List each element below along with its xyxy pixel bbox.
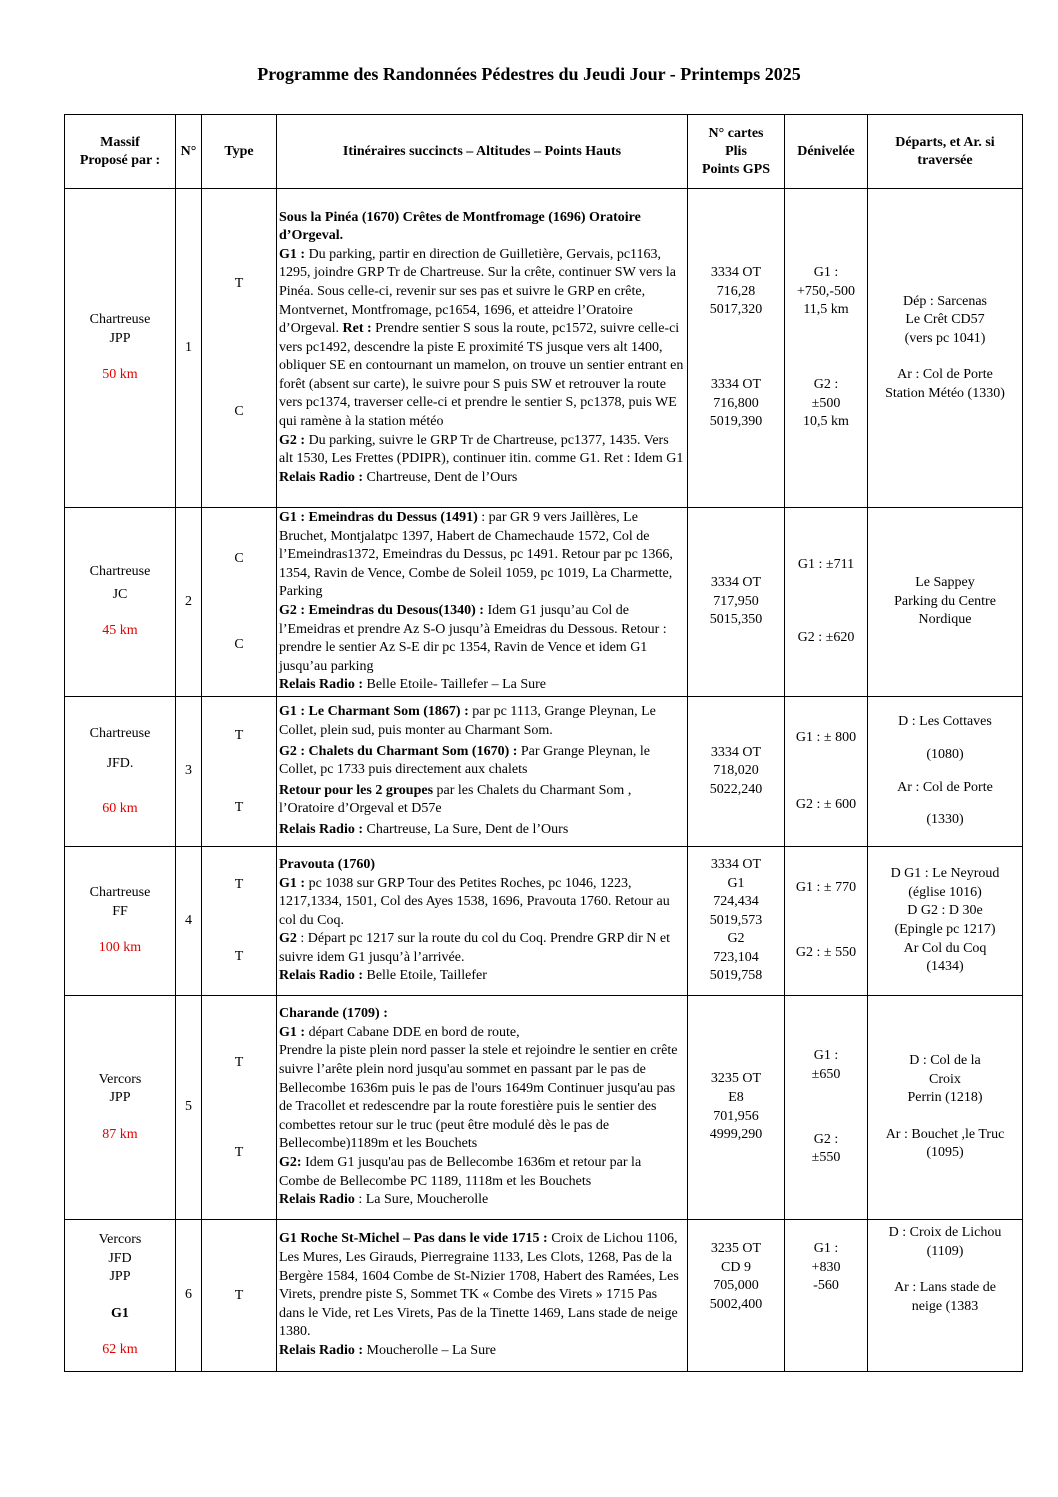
denivelee-cell	[785, 697, 868, 847]
denivelee-g1: G1 : +830 -560	[811, 1241, 841, 1294]
massif-name: Chartreuse	[89, 725, 151, 741]
table-row	[65, 847, 1023, 996]
g1-text: Du parking, partir en direction de Guilletière, Gervais, pc1163, 1295, joindre GRP Tr de Chartreuse. Sur la crête, continuer SW vers la Pinéa. Sous celle-ci, revenir sur ses pas et suivre le GRP en crête, Montvernet, Montfromage, pc1654, 1696, et atteidre l’Oratoire d’Orgeval.	[279, 246, 676, 337]
g2-label: G2 :	[279, 432, 306, 448]
itinerary-cell	[277, 847, 688, 996]
departs-cell	[868, 189, 1023, 508]
proposer: JPP	[109, 330, 131, 346]
itinerary-cell	[277, 697, 688, 847]
proposer: JC	[112, 586, 128, 602]
cartes-g1: 3334 OT 717,950 5015,350	[709, 575, 763, 628]
g1-text: pc 1038 sur GRP Tour des Petites Roches, pc 1046, 1223, 1217,1334, 1501, Col des Ayes 1538, 1696, Pravouta 1760. Retour au col du Coq.	[279, 875, 670, 928]
g2-label: G2:	[279, 1154, 302, 1170]
radio-label: Relais Radio :	[279, 1342, 363, 1358]
depart: D : Les Cottaves	[898, 714, 992, 730]
radio-label: Relais Radio :	[279, 968, 363, 984]
denivelee-g2: G2 : ± 550	[795, 945, 857, 960]
denivelee-g1: G1 : ± 800	[795, 729, 857, 745]
massif-cell	[65, 508, 176, 697]
type-g2: T	[234, 1144, 244, 1160]
denivelee-g2: G2 : ±620	[797, 630, 855, 645]
departs-cell	[868, 847, 1023, 996]
g2-text: Du parking, suivre le GRP Tr de Chartreuse, pc1377, 1435. Vers alt 1530, Les Frettes (PDIPR), continuer itin. comme G1. Ret : Idem G1	[279, 432, 684, 467]
cartes-cell	[688, 189, 785, 508]
type-g1: T	[234, 877, 244, 892]
g1-text: : par GR 9 vers Jaillères, Le Bruchet, Montjalatpc 1397, Habert de Chamechaude 1572, Col de l’Emeindras1372, Emeindras du Dessus, pc 1491. Retour par pc 1366, 1354, Ravin de Vence, Combe de Soleil 1059, pc 1019, La Charmette, Parking	[279, 510, 673, 600]
denivelee-cell	[785, 189, 868, 508]
departs-cell	[868, 996, 1023, 1220]
itinerary-cell	[277, 189, 688, 508]
cartes-g1: 3235 OT CD 9 705,000 5002,400	[709, 1241, 763, 1312]
header-departs: Départs, et Ar. si traversée	[868, 115, 1023, 189]
g2-text: Idem G1 jusqu’au Col de l’Emeidras et prendre Az S-O jusqu’à Emeidras du Dessous. Retour : prendre le sentier Az S-E dir pc 1354, Ravin de Vence et idem G1 jusqu’au parking	[279, 603, 667, 674]
cartes-cell	[688, 1220, 785, 1372]
g1-details: Prendre la piste plein nord passer la stele et rejoindre le sentier en crête suivre l’arête plein nord jusqu'au sommet en passant par le pas de Bellecombe 1636m puis le pas de l'ours 1649m Continuer jusqu'au pas de Tracollet et redescendre par la route forestière puis le sentier des combettes retour sur le truc (peut être modulé dès le pas de Bellecombe)1189m et les Bouchets	[279, 1043, 678, 1152]
header-denivelee: Dénivelée	[785, 115, 868, 189]
massif-cell	[65, 189, 176, 508]
g1-label: G1 :	[279, 875, 306, 891]
row-number: 1	[176, 189, 202, 508]
row-number: 4	[176, 847, 202, 996]
type-g2: T	[234, 949, 244, 964]
header-type: Type	[202, 115, 277, 189]
g2-label: G2 : Chalets du Charmant Som (1670) :	[279, 743, 518, 759]
denivelee-cell	[785, 847, 868, 996]
itinerary-title: Charande (1709) :	[279, 1006, 388, 1022]
depart-alt: (1080)	[926, 746, 964, 762]
itinerary-title: Pravouta (1760)	[279, 856, 376, 872]
radio-label: Relais Radio :	[279, 677, 363, 693]
row-number: 6	[176, 1220, 202, 1372]
table-row	[65, 508, 1023, 697]
type-g2: T	[234, 799, 244, 815]
denivelee-cell	[785, 508, 868, 697]
depart: D G1 : Le Neyroud (église 1016) D G2 : D 30e (Epingle pc 1217) Ar Col du Coq (1434)	[890, 866, 1000, 975]
arrivee: Ar : Col de Porte Station Météo (1330)	[885, 367, 1005, 401]
type-g1: T	[234, 727, 244, 743]
arrivee: Ar : Col de Porte	[897, 779, 993, 795]
table-row	[65, 697, 1023, 847]
radio-text: Belle Etoile- Taillefer – La Sure	[363, 677, 547, 693]
row-number: 3	[176, 697, 202, 847]
depart: D : Col de la Croix Perrin (1218)	[907, 1053, 983, 1106]
distance: 62 km	[102, 1342, 138, 1358]
type-g2: C	[234, 404, 244, 419]
g1-label: G1 : Le Charmant Som (1867) :	[279, 704, 469, 720]
massif-cell	[65, 697, 176, 847]
page-title: Programme des Randonnées Pédestres du Jeudi Jour - Printemps 2025	[257, 64, 801, 84]
arrivee: Ar : Bouchet ,le Truc (1095)	[885, 1126, 1005, 1161]
arrivee-alt: (1330)	[926, 812, 964, 828]
massif-cell	[65, 1220, 176, 1372]
table-row	[65, 189, 1023, 508]
g1-text: Croix de Lichou 1106, Les Mures, Les Girauds, Pierregraine 1133, Les Clots, 1268, Pas de la Bergère 1584, 1604 Combe de St-Nizier 1708, Habert des Ramées, Les Virets, prendre piste S, Sommet TK « Combe des Virets » 1715 Pas dans le Vide, ret Les Virets, Pas de la Tinette 1469, Lans stade de neige 1380.	[279, 1231, 679, 1340]
type-g1: T	[234, 276, 244, 291]
depart: Le Sappey Parking du Centre Nordique	[894, 575, 996, 628]
radio-text: Chartreuse, Dent de l’Ours	[363, 469, 518, 485]
radio-text: Moucherolle – La Sure	[363, 1342, 496, 1358]
depart: D : Croix de Lichou (1109)	[888, 1225, 1002, 1259]
g1-label: G1 : Emeindras du Dessus (1491)	[279, 510, 478, 526]
depart: Dép : Sarcenas Le Crêt CD57 (vers pc 1041)	[903, 293, 987, 346]
g1-label: G1 :	[279, 246, 306, 262]
type-g1: T	[234, 1287, 244, 1303]
g2-label: G2	[279, 931, 297, 947]
massif-cell	[65, 996, 176, 1220]
distance: 50 km	[102, 367, 138, 383]
cartes-cell	[688, 508, 785, 697]
proposer: JPP	[109, 1090, 131, 1106]
itinerary-cell	[277, 996, 688, 1220]
massif-name: Chartreuse	[89, 312, 151, 328]
distance: 87 km	[102, 1126, 138, 1142]
ret-text: par les Chalets du Charmant Som , l’Oratoire d’Orgeval et D57e	[279, 782, 632, 817]
denivelee-g2: G2 : ± 600	[795, 796, 857, 812]
header-num: N°	[176, 115, 202, 189]
denivelee-g1: G1 : ± 770	[795, 880, 857, 896]
distance: 45 km	[102, 623, 138, 639]
itinerary-cell	[277, 508, 688, 697]
denivelee-cell	[785, 996, 868, 1220]
massif-name: Vercors	[98, 1232, 142, 1248]
massif-cell	[65, 847, 176, 996]
g1-label: G1 :	[279, 1024, 306, 1040]
g1-text: par pc 1113, Grange Pleynan, Le Collet, plein sud, puis monter au Charmant Som.	[279, 704, 656, 739]
type-cell	[202, 189, 277, 508]
departs-cell	[868, 508, 1023, 697]
type-g1: T	[234, 1054, 244, 1070]
denivelee-cell	[785, 1220, 868, 1372]
programme-table	[64, 114, 1023, 1372]
radio-label: Relais Radio :	[279, 469, 363, 485]
type-cell	[202, 847, 277, 996]
denivelee-g1: G1 : ±711	[797, 557, 855, 573]
header-itineraires: Itinéraires succincts – Altitudes – Points Hauts	[277, 115, 688, 189]
proposer: JFD.	[106, 756, 134, 772]
type-cell	[202, 1220, 277, 1372]
g2-label: G2 : Emeindras du Desous(1340) :	[279, 603, 484, 618]
ret-text: Prendre sentier S sous la route, pc1572, suivre celle-ci vers pc1492, descendre la piste E proximité TS jusque vers alt 1400, obliquer SE en contournant un mamelon, on trouve un sentier entrant en forêt (absent sur carte), le suivre pour S puis SW et retrouver la route vers pc1374, traverser celle-ci et prendre le sentier S, pc1378, puis WE qui ramène à la station météo	[279, 321, 684, 430]
header-massif: Massif Proposé par :	[65, 115, 176, 189]
distance: 100 km	[98, 940, 142, 956]
radio-text: Belle Etoile, Taillefer	[363, 968, 487, 984]
itinerary-cell	[277, 1220, 688, 1372]
denivelee-g2: G2 : ±550	[811, 1131, 841, 1166]
radio-label: Relais Radio :	[279, 821, 363, 837]
type-g1: C	[234, 551, 244, 566]
type-g2: C	[234, 637, 244, 652]
massif-name: Vercors	[98, 1071, 142, 1087]
massif-name: Chartreuse	[89, 564, 151, 580]
table-row	[65, 1220, 1023, 1372]
massif-name: Chartreuse	[89, 885, 151, 901]
group-label: G1	[111, 1305, 129, 1321]
departs-cell	[868, 1220, 1023, 1372]
cartes-cell	[688, 847, 785, 996]
g1-text: départ Cabane DDE en bord de route,	[305, 1024, 520, 1040]
itinerary-title: Sous la Pinéa (1670) Crêtes de Montfromage (1696) Oratoire d’Orgeval.	[279, 209, 641, 244]
distance: 60 km	[102, 800, 138, 816]
proposer: JFD JPP	[108, 1250, 132, 1285]
arrivee: Ar : Lans stade de neige (1383	[894, 1280, 996, 1314]
radio-text: : La Sure, Moucherolle	[354, 1192, 489, 1208]
header-row	[65, 115, 1023, 189]
type-cell	[202, 996, 277, 1220]
type-cell	[202, 508, 277, 697]
departs-cell	[868, 697, 1023, 847]
cartes-cell	[688, 697, 785, 847]
cartes-g1: 3235 OT E8 701,956 4999,290	[709, 1071, 763, 1143]
denivelee-g2: G2 : ±500 10,5 km	[803, 377, 849, 430]
denivelee-g1: G1 : ±650	[811, 1048, 841, 1082]
ret-label: Ret :	[342, 321, 372, 337]
radio-text: Chartreuse, La Sure, Dent de l’Ours	[363, 821, 569, 837]
g2-text: Idem G1 jusqu'au pas de Bellecombe 1636m et retour par la Combe de Bellecombe PC 1189, 1118m et les Bouchets	[279, 1154, 642, 1189]
cartes-g1: 3334 OT 716,28 5017,320	[709, 265, 763, 318]
cartes-g2: 3334 OT 716,800 5019,390	[709, 377, 763, 430]
g2-text: : Départ pc 1217 sur la route du col du Coq. Prendre GRP dir N et suivre idem G1 jusqu’à l’arrivée.	[279, 931, 671, 965]
cartes-g1: 3334 OT G1 724,434 5019,573 G2 723,104 5019,758	[709, 856, 763, 984]
radio-label: Relais Radio	[279, 1192, 355, 1208]
cartes-cell	[688, 996, 785, 1220]
proposer: FF	[112, 903, 128, 919]
g1-label: G1 Roche St-Michel – Pas dans le vide 1715 :	[279, 1231, 548, 1247]
g2-text: Par Grange Pleynan, le Collet, pc 1733 puis directement aux chalets	[279, 743, 650, 778]
header-cartes: N° cartes Plis Points GPS	[688, 115, 785, 189]
table-row	[65, 996, 1023, 1220]
row-number: 2	[176, 508, 202, 697]
row-number: 5	[176, 996, 202, 1220]
type-cell	[202, 697, 277, 847]
ret-label: Retour pour les 2 groupes	[279, 782, 434, 798]
denivelee-g1: G1 : +750,-500 11,5 km	[796, 265, 856, 318]
cartes-g1: 3334 OT 718,020 5022,240	[709, 744, 763, 797]
